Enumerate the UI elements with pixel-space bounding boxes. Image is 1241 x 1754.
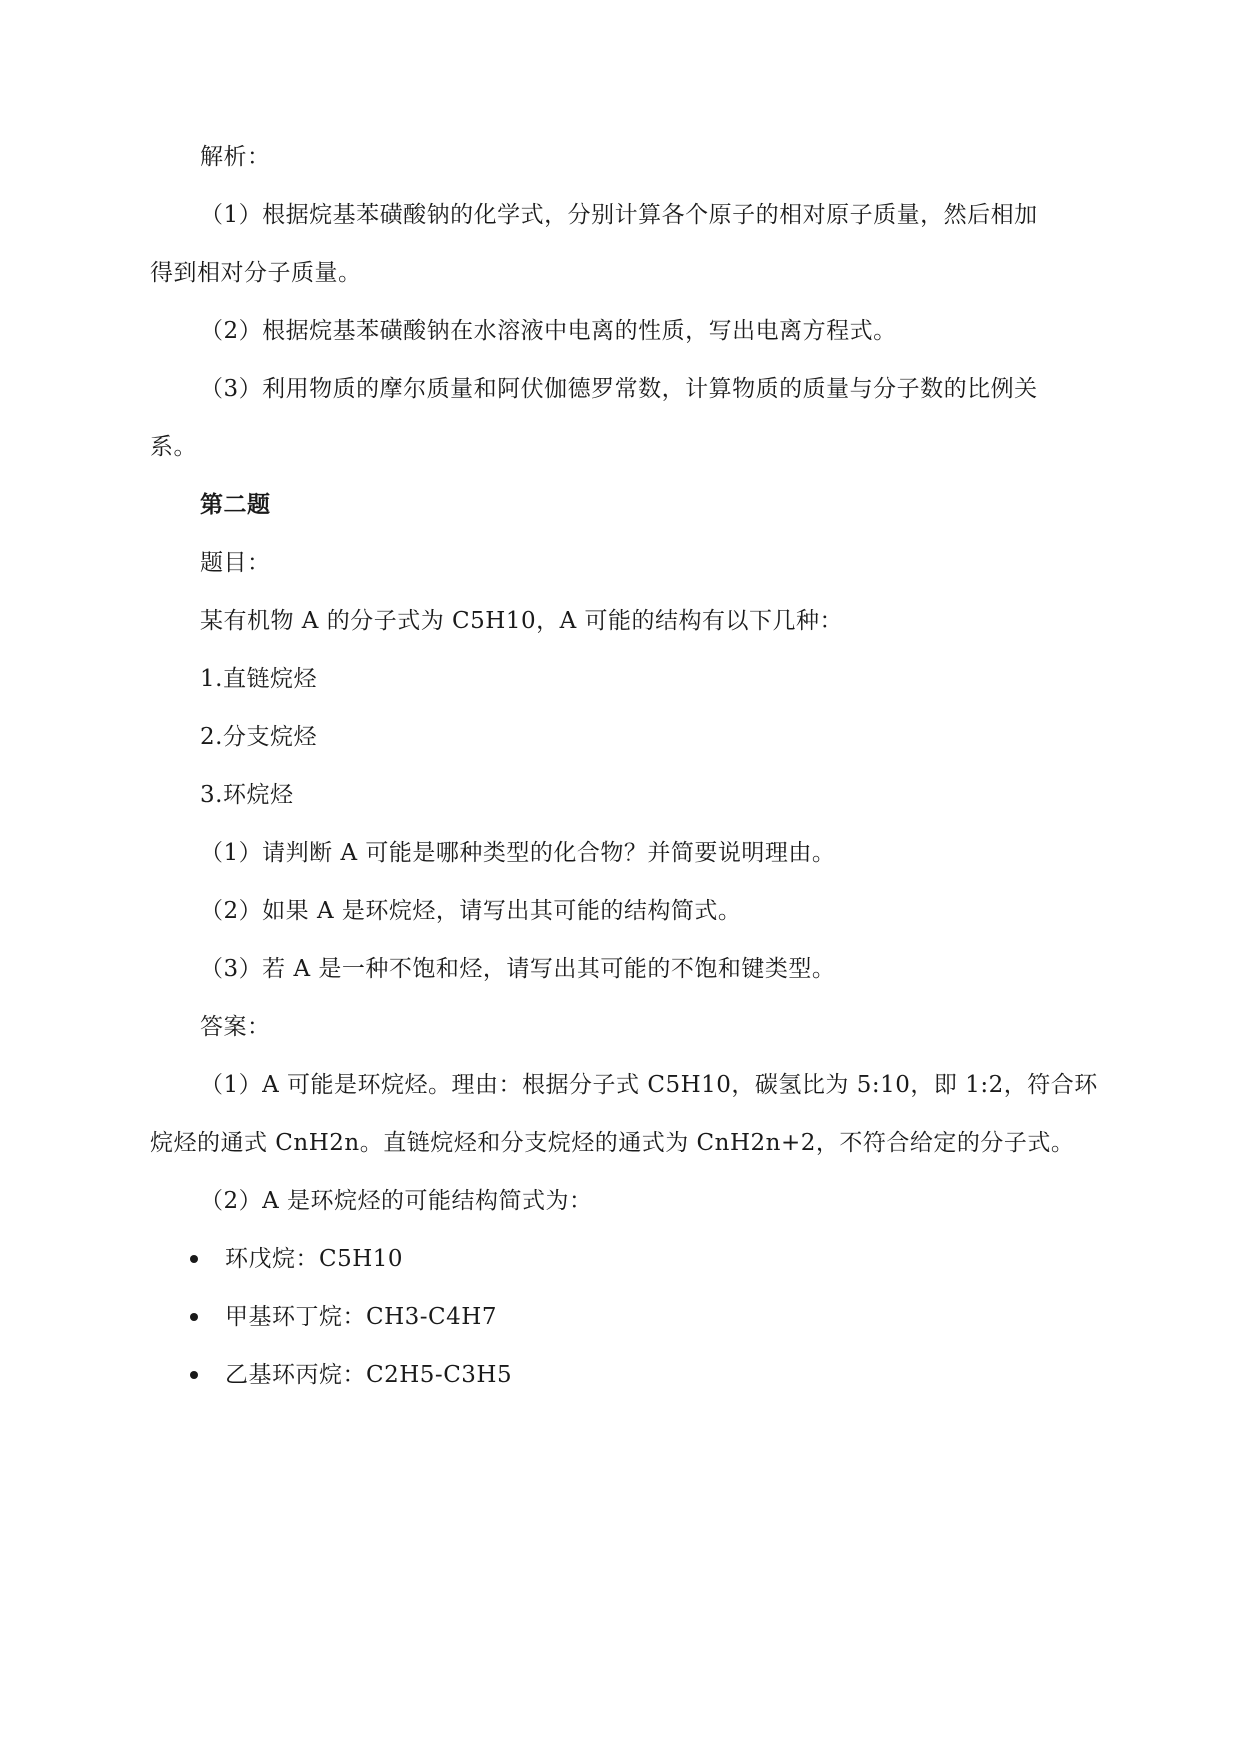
option-item: 1.直链烷烃	[200, 666, 317, 692]
question2-sub1: （1）请判断 A 可能是哪种类型的化合物？并简要说明理由。	[200, 840, 836, 866]
bullet-icon	[190, 1313, 198, 1321]
bullet-item: 环戊烷：C5H10	[225, 1246, 404, 1272]
analysis-heading: 解析：	[200, 144, 271, 170]
analysis-p3-line1: （3）利用物质的摩尔质量和阿伏伽德罗常数，计算物质的质量与分子数的比例关	[200, 376, 1038, 402]
analysis-p1-line2: 得到相对分子质量。	[150, 260, 362, 286]
question2-prompt-label: 题目：	[200, 550, 271, 576]
option-item: 3.环烷烃	[200, 782, 294, 808]
question2-title: 第二题	[200, 492, 271, 518]
analysis-p1-line1: （1）根据烷基苯磺酸钠的化学式，分别计算各个原子的相对原子质量，然后相加	[200, 202, 1038, 228]
bullet-icon	[190, 1371, 198, 1379]
option-item: 2.分支烷烃	[200, 724, 317, 750]
answer-a1-line1: （1）A 可能是环烷烃。理由：根据分子式 C5H10，碳氢比为 5:10，即 1:2，符合环	[200, 1072, 1098, 1098]
bullet-icon	[190, 1255, 198, 1263]
bullet-item: 乙基环丙烷：C2H5-C3H5	[225, 1362, 513, 1388]
answer-a1-line2: 烷烃的通式 CnH2n。直链烷烃和分支烷烃的通式为 CnH2n+2，不符合给定的分子式。	[150, 1130, 1075, 1156]
answer-a2: （2）A 是环烷烃的可能结构简式为：	[200, 1188, 593, 1214]
bullet-item: 甲基环丁烷：CH3-C4H7	[225, 1304, 497, 1330]
answer-heading: 答案：	[200, 1014, 271, 1040]
question2-sub3: （3）若 A 是一种不饱和烃，请写出其可能的不饱和键类型。	[200, 956, 836, 982]
analysis-p3-line2: 系。	[150, 434, 197, 460]
question2-stem: 某有机物 A 的分子式为 C5H10，A 可能的结构有以下几种：	[200, 608, 844, 634]
analysis-p2: （2）根据烷基苯磺酸钠在水溶液中电离的性质，写出电离方程式。	[200, 318, 897, 344]
question2-sub2: （2）如果 A 是环烷烃，请写出其可能的结构简式。	[200, 898, 742, 924]
